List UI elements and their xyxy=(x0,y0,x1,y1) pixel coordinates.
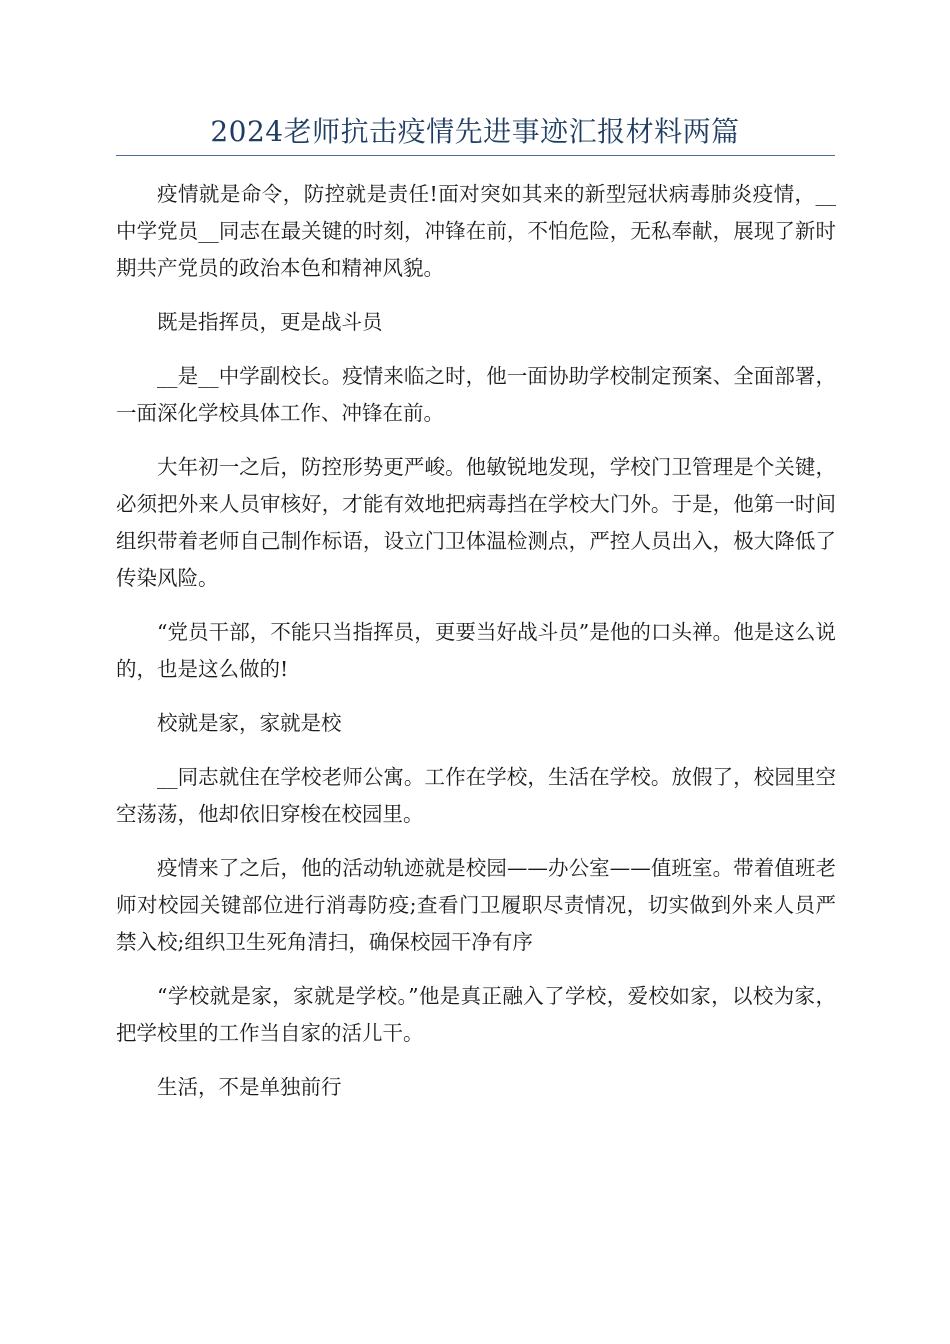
paragraph: __同志就住在学校老师公寓。工作在学校，生活在学校。放假了，校园里空空荡荡，他却依旧穿梭在校园里。 xyxy=(116,765,836,826)
document-title: 2024老师抗击疫情先进事迹汇报材料两篇 xyxy=(210,115,740,148)
section-heading: 生活，不是单独前行 xyxy=(157,1075,342,1099)
paragraph: 疫情就是命令，防控就是责任!面对突如其来的新型冠状病毒肺炎疫情，__中学党员__同志在最关键的时刻，冲锋在前，不怕危险，无私奉献，展现了新时期共产党员的政治本色和精神风貌。 xyxy=(116,182,836,280)
title-underline xyxy=(116,155,835,156)
paragraph: 大年初一之后，防控形势更严峻。他敏锐地发现，学校门卫管理是个关键，必须把外来人员审核好，才能有效地把病毒挡在学校大门外。于是，他第一时间组织带着老师自己制作标语，设立门卫体温检测点，严控人员出入，极大降低了传染风险。 xyxy=(116,455,836,590)
paragraph: “学校就是家，家就是学校。”他是真正融入了学校，爱校如家，以校为家，把学校里的工作当自家的活儿干。 xyxy=(116,984,836,1045)
paragraph: “党员干部，不能只当指挥员，更要当好战斗员”是他的口头禅。他是这么说的，也是这么做的! xyxy=(116,620,836,681)
paragraph: 疫情来了之后，他的活动轨迹就是校园——办公室——值班室。带着值班老师对校园关键部位进行消毒防疫;查看门卫履职尽责情况，切实做到外来人员严禁入校;组织卫生死角清扫，确保校园干净有序 xyxy=(116,856,836,954)
section-heading: 校就是家，家就是校 xyxy=(157,711,342,735)
section-heading: 既是指挥员，更是战斗员 xyxy=(157,310,383,334)
document-body xyxy=(116,176,836,1123)
paragraph: __是__中学副校长。疫情来临之时，他一面协助学校制定预案、全面部署，一面深化学校具体工作、冲锋在前。 xyxy=(116,364,836,425)
